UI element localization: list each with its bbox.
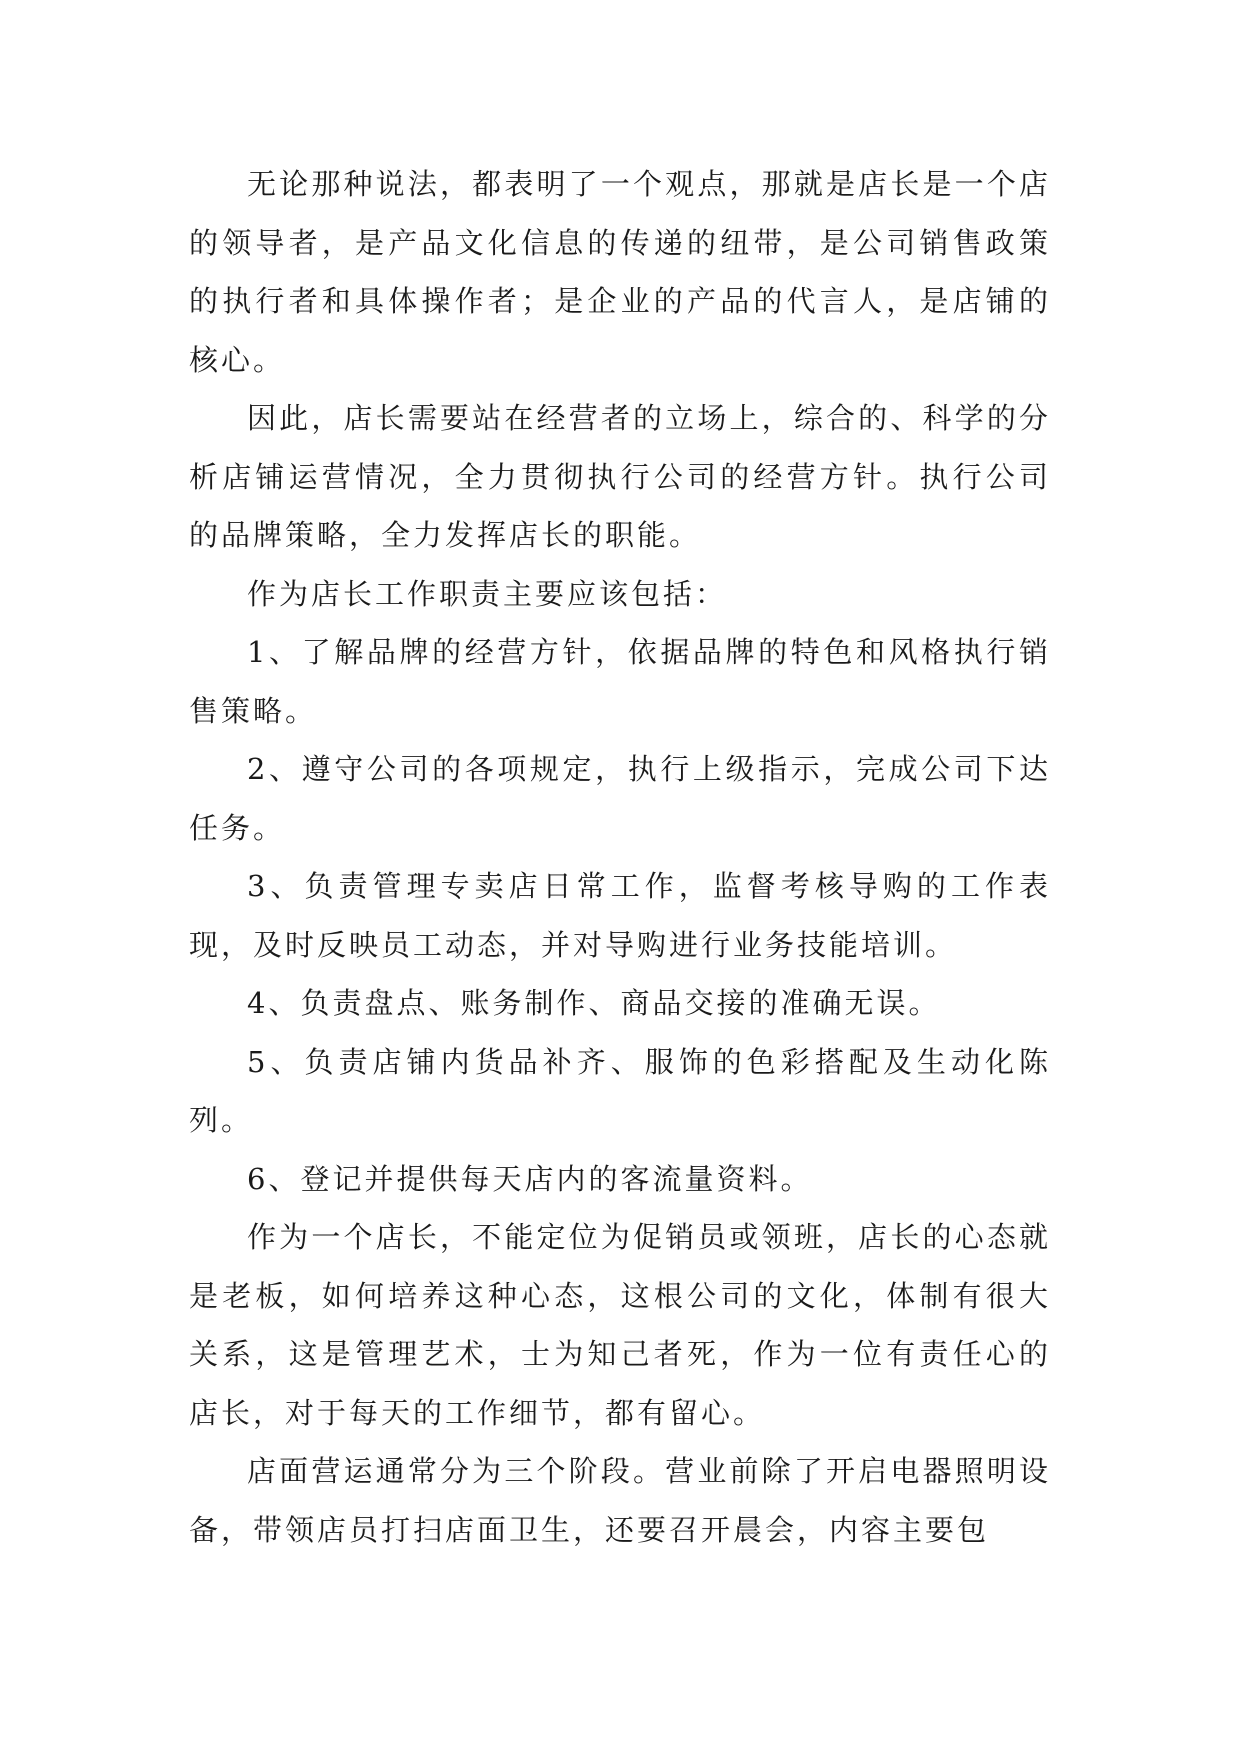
paragraph-manager-responsibility: 因此，店长需要站在经营者的立场上，综合的、科学的分析店铺运营情况，全力贯彻执行公司的经营方针。执行公司的品牌策略，全力发挥店长的职能。 (189, 401, 1051, 552)
list-item-duty-5: 5、负责店铺内货品补齐、服饰的色彩搭配及生动化陈列。 (189, 1044, 1051, 1137)
list-item-duty-2: 2、遵守公司的各项规定，执行上级指示，完成公司下达任务。 (189, 752, 1051, 845)
paragraph-duties-intro: 作为店长工作职责主要应该包括： (247, 576, 728, 611)
paragraph-store-operation-stages: 店面营运通常分为三个阶段。营业前除了开启电器照明设备，带领店员打扫店面卫生，还要召开晨会，内容主要包 (189, 1454, 1051, 1547)
paragraph-store-manager-role: 无论那种说法，都表明了一个观点，那就是店长是一个店的领导者，是产品文化信息的传递的纽带，是公司销售政策的执行者和具体操作者；是企业的产品的代言人，是店铺的核心。 (189, 167, 1051, 377)
document-body (189, 155, 1051, 1559)
list-item-duty-4: 4、负责盘点、账务制作、商品交接的准确无误。 (247, 986, 941, 1020)
list-item-duty-1: 1、了解品牌的经营方针，依据品牌的特色和风格执行销售策略。 (189, 635, 1051, 728)
list-item-duty-6: 6、登记并提供每天店内的客流量资料。 (247, 1161, 813, 1196)
list-item-duty-3: 3、负责管理专卖店日常工作，监督考核导购的工作表现，及时反映员工动态，并对导购进行业务技能培训。 (189, 869, 1051, 962)
paragraph-manager-mindset: 作为一个店长，不能定位为促销员或领班，店长的心态就是老板，如何培养这种心态，这根公司的文化，体制有很大关系，这是管理艺术，士为知己者死，作为一位有责任心的店长，对于每天的工作细节，都有留心。 (189, 1220, 1051, 1430)
